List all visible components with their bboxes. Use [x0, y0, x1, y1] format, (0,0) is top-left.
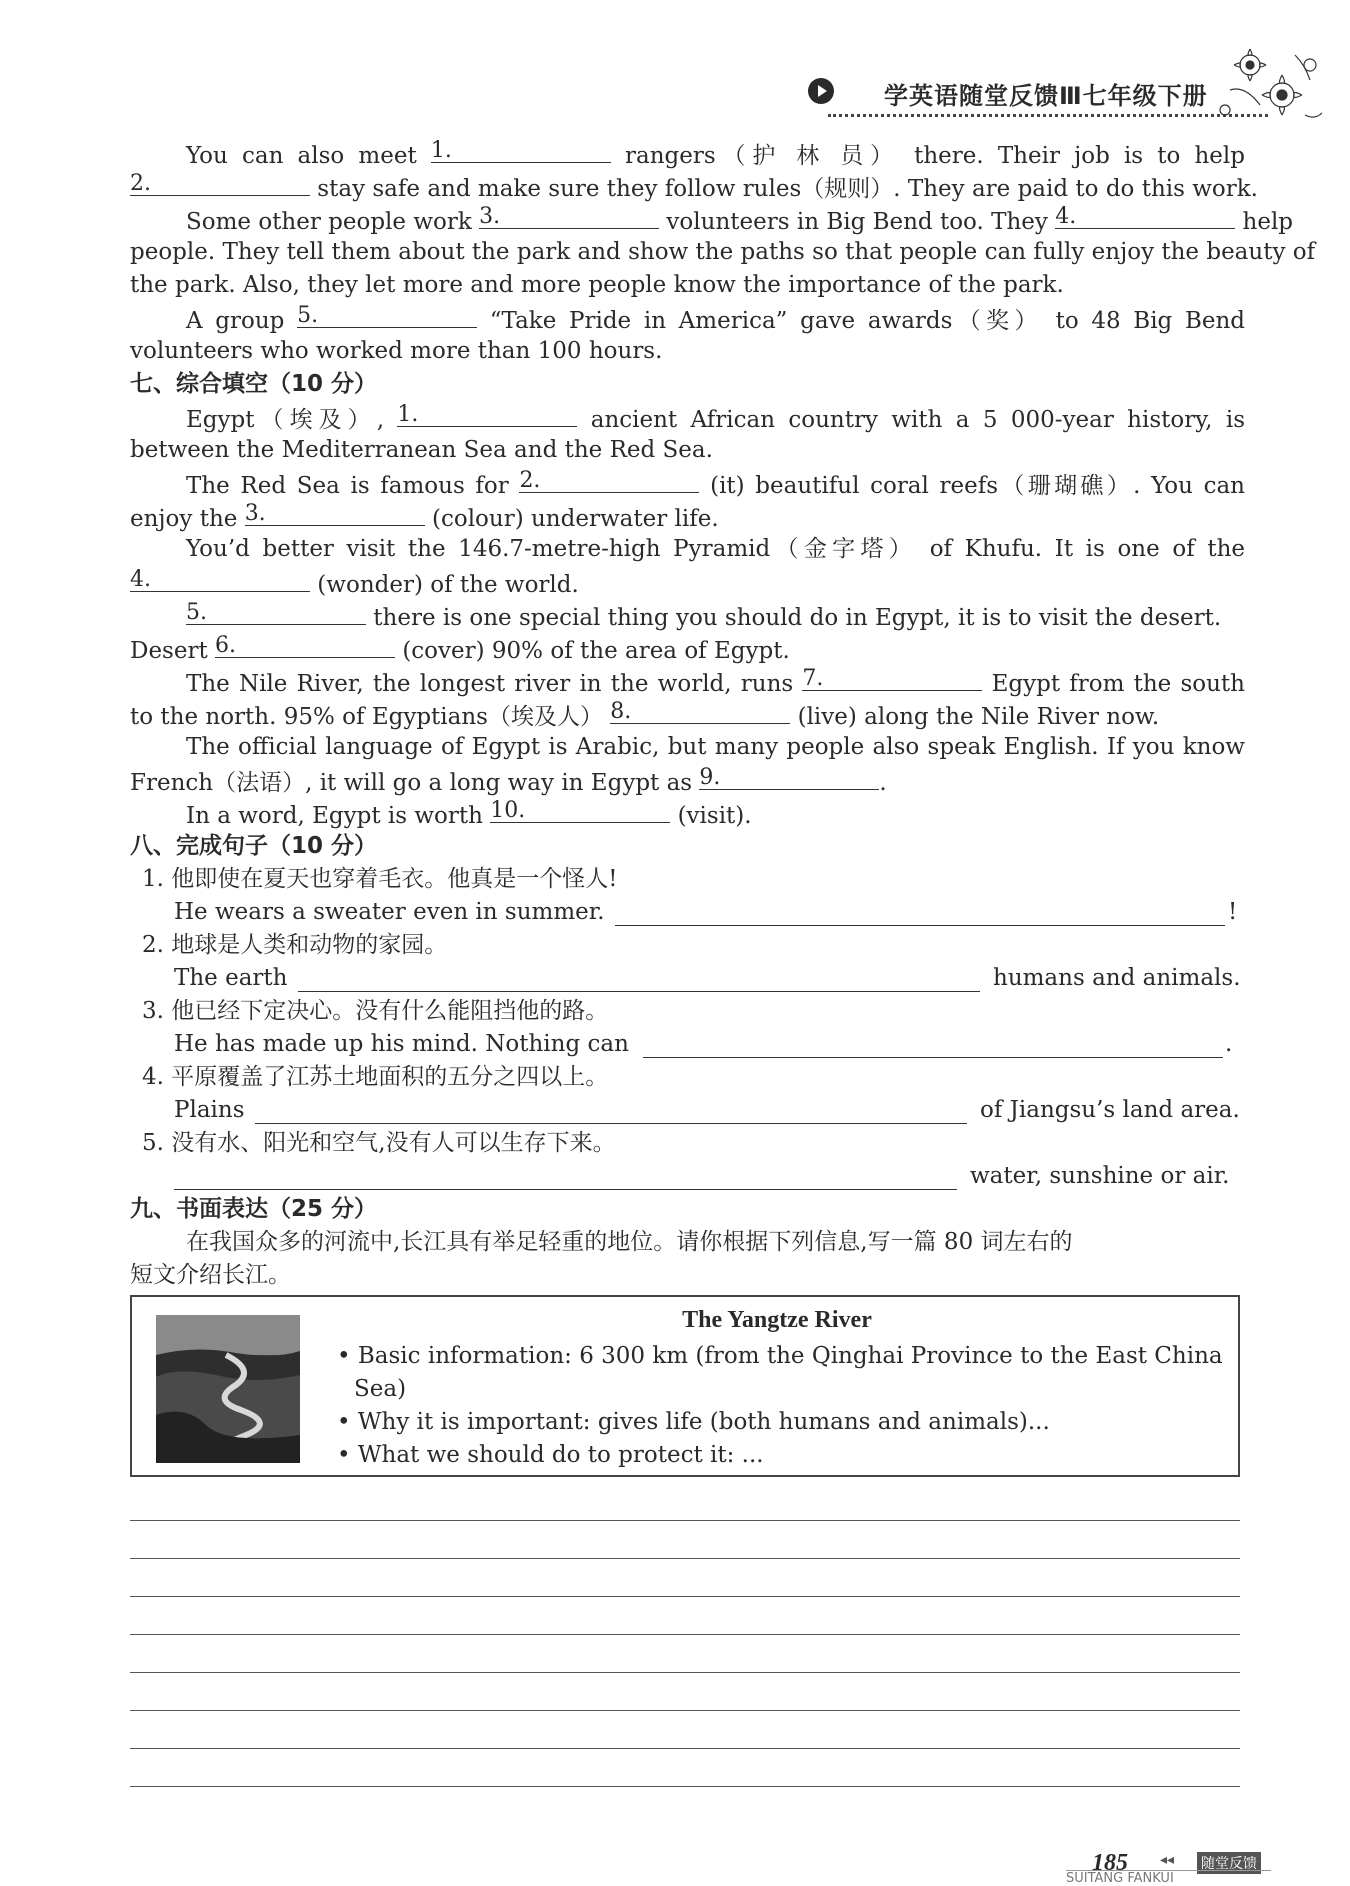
footer-brand: SUITANG FANKUI — [1066, 1870, 1271, 1886]
passage-line: the park. Also, they let more and more people know the importance of the park. — [130, 272, 1064, 298]
passage-line: The official language of Egypt is Arabic, but many people also speak English. If you know — [186, 734, 1245, 760]
writing-line[interactable] — [130, 1672, 1240, 1673]
writing-line[interactable] — [130, 1634, 1240, 1635]
question-chinese: 1. 他即使在夏天也穿着毛衣。他真是一个怪人! — [142, 866, 618, 892]
passage-line: to the north. 95% of Egyptians（埃及人） 8. (live) along the Nile River now. — [130, 699, 1160, 730]
passage-line: 2. stay safe and make sure they follow rules（规则）. They are paid to do this work. — [130, 171, 1258, 202]
writing-line[interactable] — [130, 1710, 1240, 1711]
answer-blank[interactable]: 6. — [215, 633, 395, 658]
answer-blank[interactable]: 9. — [699, 765, 879, 790]
passage-line: Some other people work 3. volunteers in Big Bend too. They 4. help — [186, 204, 1294, 235]
answer-line[interactable] — [174, 1189, 957, 1190]
passage-line: Egypt（埃及）, 1. ancient African country with a 5 000-year history, is — [186, 402, 1245, 433]
question-english: Plains — [174, 1097, 245, 1123]
writing-line[interactable] — [130, 1596, 1240, 1597]
writing-line[interactable] — [130, 1558, 1240, 1559]
writing-prompt: 在我国众多的河流中,长江具有举足轻重的地位。请你根据下列信息,写一篇 80 词左右的 — [186, 1229, 1073, 1255]
info-bullet: • Basic information: 6 300 km (from the Qinghai Province to the East China — [337, 1343, 1223, 1369]
question-end: . — [1225, 1031, 1233, 1057]
passage-line: French（法语）, it will go a long way in Egypt as 9. . — [130, 765, 887, 796]
answer-blank[interactable]: 4. — [1055, 204, 1235, 229]
passage-line: enjoy the 3. (colour) underwater life. — [130, 501, 719, 532]
answer-blank[interactable]: 5. — [297, 303, 477, 328]
passage-line: The Red Sea is famous for 2. (it) beautiful coral reefs（珊瑚礁）. You can — [186, 468, 1245, 499]
question-end: ! — [1228, 899, 1238, 925]
river-photo — [156, 1315, 300, 1463]
writing-prompt: 短文介绍长江。 — [130, 1262, 291, 1288]
info-box — [130, 1295, 1240, 1477]
question-chinese: 5. 没有水、阳光和空气,没有人可以生存下来。 — [142, 1130, 616, 1156]
answer-blank[interactable]: 2. — [519, 468, 699, 493]
question-end: of Jiangsu’s land area. — [980, 1097, 1240, 1123]
passage-line: 5. there is one special thing you should do in Egypt, it is to visit the desert. — [186, 600, 1222, 631]
footer-badge: 随堂反馈 — [1197, 1852, 1261, 1874]
writing-line[interactable] — [130, 1786, 1240, 1787]
answer-blank[interactable]: 3. — [245, 501, 425, 526]
page-number: 185 — [1092, 1850, 1128, 1876]
section-heading: 八、完成句子（10 分） — [130, 833, 378, 859]
answer-blank[interactable]: 8. — [610, 699, 790, 724]
info-bullet: • Why it is important: gives life (both humans and animals)... — [337, 1409, 1050, 1435]
writing-line[interactable] — [130, 1748, 1240, 1749]
passage-line: volunteers who worked more than 100 hours. — [130, 338, 663, 364]
section-heading: 七、综合填空（10 分） — [130, 371, 378, 397]
question-english: The earth — [174, 965, 288, 991]
answer-blank[interactable]: 3. — [479, 204, 659, 229]
box-title: The Yangtze River — [682, 1307, 872, 1333]
passage-line: 4. (wonder) of the world. — [130, 567, 579, 598]
page-header — [808, 70, 1228, 120]
question-english: He wears a sweater even in summer. — [174, 899, 605, 925]
passage-line: between the Mediterranean Sea and the Red Sea. — [130, 437, 713, 463]
question-chinese: 2. 地球是人类和动物的家园。 — [142, 932, 448, 958]
answer-blank[interactable]: 1. — [397, 402, 577, 427]
question-english: He has made up his mind. Nothing can — [174, 1031, 629, 1057]
answer-blank[interactable]: 4. — [130, 567, 310, 592]
answer-blank[interactable]: 1. — [431, 138, 611, 163]
info-bullet: • What we should do to protect it: ... — [337, 1442, 764, 1468]
answer-blank[interactable]: 5. — [186, 600, 366, 625]
writing-line[interactable] — [130, 1520, 1240, 1521]
info-bullet: Sea) — [354, 1376, 407, 1402]
answer-blank[interactable]: 2. — [130, 171, 310, 196]
question-end: water, sunshine or air. — [970, 1163, 1230, 1189]
answer-blank[interactable]: 7. — [802, 666, 982, 691]
passage-line: You’d better visit the 146.7-metre-high Pyramid（金字塔） of Khufu. It is one of the — [186, 536, 1245, 562]
passage-line: Desert 6. (cover) 90% of the area of Egypt. — [130, 633, 790, 664]
passage-line: A group 5. “Take Pride in America” gave awards（奖） to 48 Big Bend — [186, 303, 1245, 334]
answer-line[interactable] — [643, 1057, 1223, 1058]
answer-line[interactable] — [298, 991, 980, 992]
passage-line: The Nile River, the longest river in the world, runs 7. Egypt from the south — [186, 666, 1245, 697]
header-title: 学英语随堂反馈Ⅲ七年级下册 — [884, 82, 1208, 110]
passage-line: In a word, Egypt is worth 10. (visit). — [186, 798, 752, 829]
play-icon — [808, 78, 834, 104]
answer-blank[interactable]: 10. — [490, 798, 670, 823]
passage-line: people. They tell them about the park and show the paths so that people can fully enjoy the beauty of — [130, 239, 1316, 265]
answer-line[interactable] — [255, 1123, 967, 1124]
question-end: humans and animals. — [993, 965, 1241, 991]
double-arrow-icon: ◂◂ — [1160, 1852, 1175, 1868]
passage-line: You can also meet 1. rangers（护 林 员） there. Their job is to help — [186, 138, 1245, 169]
flower-decoration-icon — [1210, 35, 1330, 135]
question-chinese: 4. 平原覆盖了江苏土地面积的五分之四以上。 — [142, 1064, 609, 1090]
section-heading: 九、书面表达（25 分） — [130, 1196, 378, 1222]
question-chinese: 3. 他已经下定决心。没有什么能阻挡他的路。 — [142, 998, 609, 1024]
answer-line[interactable] — [615, 925, 1225, 926]
header-divider — [828, 114, 1268, 117]
